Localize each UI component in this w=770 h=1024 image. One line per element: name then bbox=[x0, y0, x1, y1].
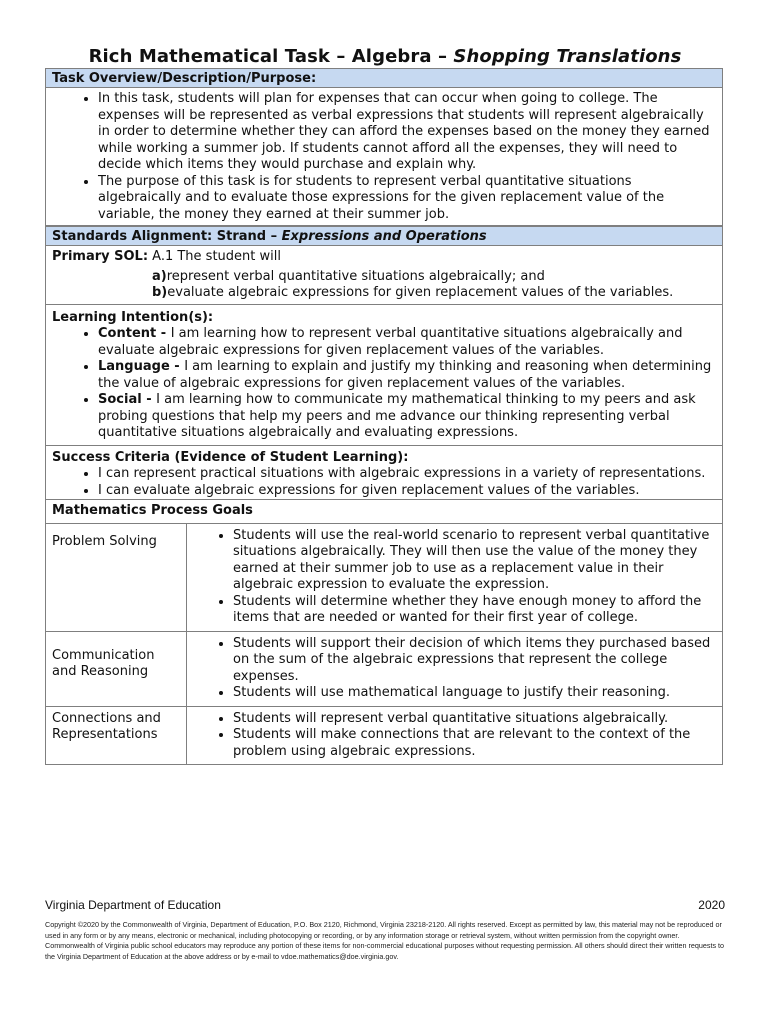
overview-section bbox=[45, 88, 723, 226]
copyright-notice: Copyright ©2020 by the Commonwealth of Virginia, Department of Education, P.O. Box 2120, Richmond, Virginia 23218-2120. All rights reserved. Except as permitted by law, this material may not be reproduced or used in any form or by any means, electronic or mechanical, including photocopying or recording, or by any information storage or retrieval system, without written permission from the copyright owner. Commonwealth of Virginia public school educators may reproduce any portion of these items for non-commercial educational purposes without requesting permission. All others should direct their written requests to the Virginia Department of Education at the above address or by e-mail to vdoe.mathematics@doe.virginia.gov. bbox=[45, 920, 725, 961]
learning-item bbox=[98, 326, 716, 359]
standards-heading-plain: Standards Alignment: Strand – bbox=[52, 229, 282, 244]
process-items bbox=[187, 631, 723, 706]
success-item: • I can represent practical situations with algebraic expressions in a variety of representations. bbox=[98, 466, 716, 483]
process-goals-table bbox=[45, 523, 723, 766]
primary-sol-line bbox=[52, 249, 716, 266]
overview-heading: Task Overview/Description/Purpose: bbox=[45, 68, 723, 88]
process-items bbox=[187, 523, 723, 631]
learning-item-label: Content - bbox=[98, 326, 171, 341]
learning-item-label: Language - bbox=[98, 359, 185, 374]
learning-item-text: I am learning how to communicate my mathematical thinking to my peers and ask probing questions that help my peers and me advance our thinking representing verbal quantitative situations algebraically and evaluating expressions. bbox=[98, 392, 696, 440]
primary-sol-label: Primary SOL: bbox=[52, 249, 149, 264]
primary-sol-text: A.1 The student will bbox=[148, 249, 281, 264]
standards-heading bbox=[45, 226, 723, 246]
table-row bbox=[46, 523, 723, 631]
success-heading: Success Criteria (Evidence of Student Learning): bbox=[52, 449, 409, 465]
overview-bullet: • In this task, students will plan for expenses that can occur when going to college. The expenses will be represented as verbal expressions that students will represent algebraically in order to determine whether they can afford the expenses based on the money they earned while working a summer job. If students cannot afford all the expenses, they will need to decide which items they would purchase and explain why. bbox=[98, 91, 716, 174]
standards-heading-italic: Expressions and Operations bbox=[281, 229, 487, 244]
process-label: Connections and Representations bbox=[46, 706, 187, 765]
process-label: Problem Solving bbox=[46, 523, 187, 631]
page-title bbox=[0, 46, 770, 67]
footer-year: 2020 bbox=[698, 898, 725, 912]
process-item: • Students will make connections that are relevant to the context of the problem using algebraic expressions. bbox=[233, 727, 716, 760]
title-main: Rich Mathematical Task – Algebra – bbox=[88, 46, 454, 67]
success-criteria-section bbox=[45, 446, 723, 501]
learning-intentions-section bbox=[45, 305, 723, 446]
overview-bullet: • The purpose of this task is for students to represent verbal quantitative situations algebraically and to evaluate those expressions for the given replacement value of the variable, the money they earned at their summer job. bbox=[98, 174, 716, 224]
learning-item-label: Social - bbox=[98, 392, 157, 407]
process-items bbox=[187, 706, 723, 765]
primary-sol-section bbox=[45, 246, 723, 305]
learning-item bbox=[98, 392, 716, 442]
sol-a-label: a) bbox=[152, 268, 167, 284]
title-italic: Shopping Translations bbox=[453, 46, 682, 67]
sol-a-text: represent verbal quantitative situations algebraically; and bbox=[166, 268, 545, 284]
sol-b-label: b) bbox=[152, 285, 168, 300]
process-heading-text: Mathematics Process Goals bbox=[52, 503, 253, 518]
process-item: • Students will use the real-world scenario to represent verbal quantitative situations algebraically. They will then use the value of the money they earned at their summer job to use as a replacement value in their algebraic expression to evaluate the expression. bbox=[233, 528, 716, 594]
process-item: • Students will determine whether they have enough money to afford the items that are needed or wanted for their first year of college. bbox=[233, 594, 716, 627]
task-document bbox=[45, 68, 723, 765]
process-item: • Students will support their decision of which items they purchased based on the sum of the algebraic expressions that represent the college expenses. bbox=[233, 636, 716, 686]
learning-item-text: I am learning to explain and justify my thinking and reasoning when determining the value of algebraic expressions for given replacement values of the variables. bbox=[98, 359, 712, 391]
process-label: Communication and Reasoning bbox=[46, 631, 187, 706]
learning-heading: Learning Intention(s): bbox=[52, 309, 214, 325]
table-row bbox=[46, 706, 723, 765]
learning-item bbox=[98, 359, 716, 392]
process-item: • Students will represent verbal quantitative situations algebraically. bbox=[233, 711, 716, 728]
sol-b-text: evaluate algebraic expressions for given replacement values of the variables. bbox=[167, 285, 674, 300]
success-item: • I can evaluate algebraic expressions for given replacement values of the variables. bbox=[98, 483, 716, 500]
process-item: • Students will use mathematical language to justify their reasoning. bbox=[233, 685, 716, 702]
footer bbox=[45, 898, 725, 912]
table-row bbox=[46, 631, 723, 706]
sol-item-a bbox=[52, 269, 716, 286]
sol-item-b bbox=[52, 285, 716, 302]
learning-item-text: I am learning how to represent verbal quantitative situations algebraically and evaluate algebraic expressions for given replacement values of the variables. bbox=[98, 326, 683, 358]
process-goals-heading bbox=[45, 500, 723, 524]
footer-org: Virginia Department of Education bbox=[45, 898, 221, 912]
